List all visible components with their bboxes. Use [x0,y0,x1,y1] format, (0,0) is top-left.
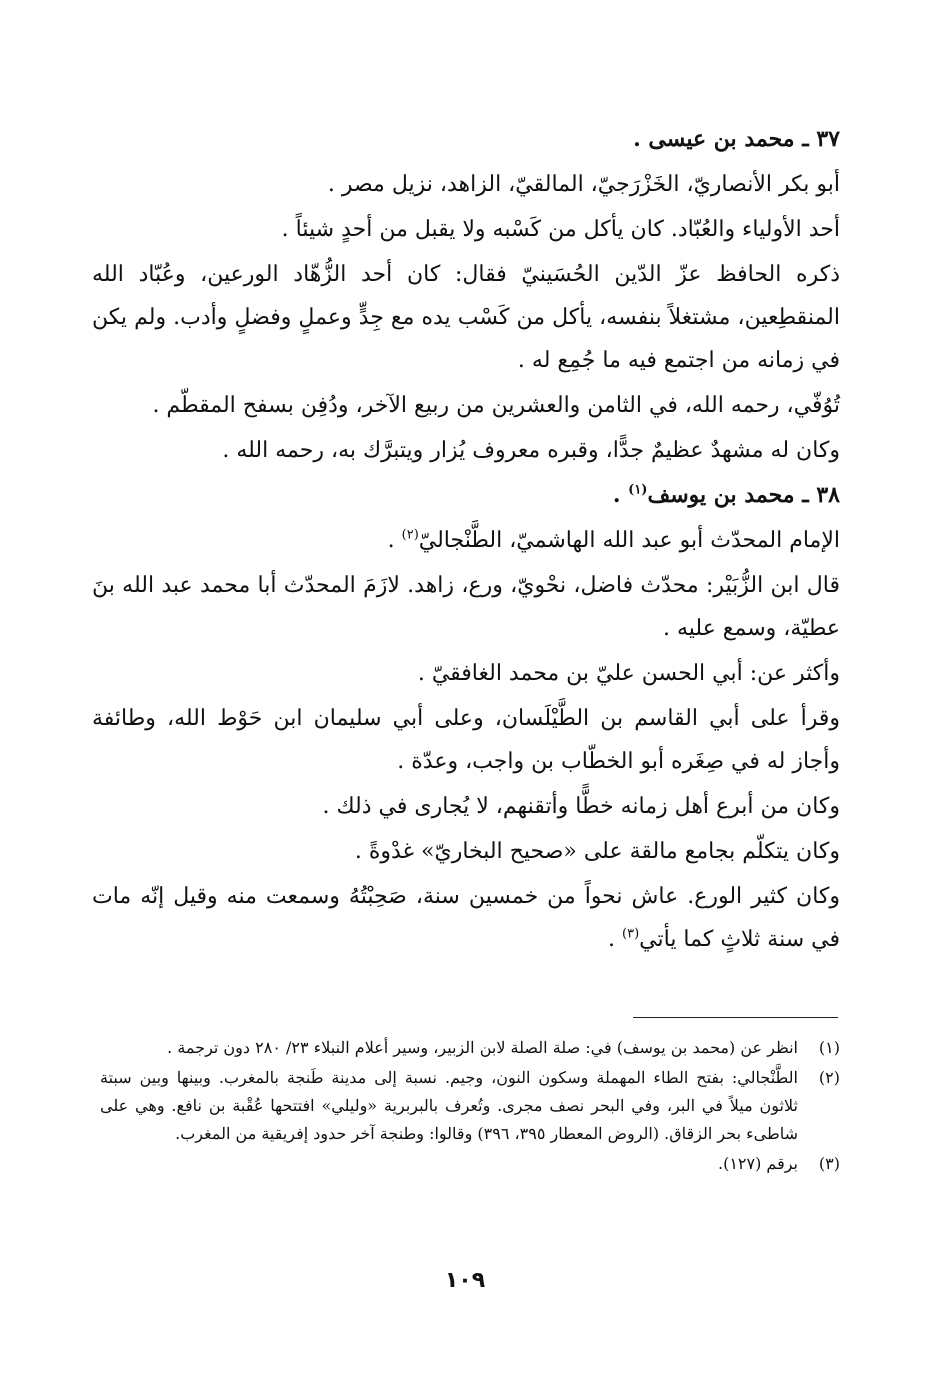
paragraph: وكان له مشهدٌ عظيمٌ جدًّا، وقبره معروف يُزار ويتبرَّك به، رحمه الله . [222,438,840,463]
paragraph: وأكثر عن: أبي الحسن عليّ بن محمد الغافقيّ . [417,661,840,686]
paragraph-text: الإمام المحدّث أبو عبد الله الهاشميّ، الطَّنْجاليّ [418,528,840,553]
footnote-ref-2: (٢) [401,527,419,543]
footnote-number: (٣) [818,1154,840,1173]
paragraph: ذكره الحافظ عزّ الدّين الحُسَينيّ فقال: كان أحد الزُّهّاد الورعين، وعُبّاد الله المنقطِعين، مشتغلاً بنفسه، يأكل من كَسْب يده مع جِدٍّ وعملٍ وفضلٍ وأدب. ولم يكن في زمانه من اجتمع فيه ما جُمِع له . [92,262,840,373]
page-number: ١٠٩ [444,1268,486,1293]
paragraph-end: . [387,528,402,553]
footnote-1 [100,1034,840,1062]
paragraph: وقرأ على أبي القاسم بن الطَّيْلَسان، وعلى أبي سليمان ابن حَوْط الله، وطائفة وأجاز له في صِغَره أبو الخطّاب بن واجب، وعدّة . [92,706,840,774]
footnote-ref-3: (٣) [622,926,640,942]
entry-heading-38-text: ٣٨ ـ محمد بن يوسف [647,482,840,508]
paragraph: قال ابن الزُّبَيْر: محدّث فاضل، نحْويّ، ورع، زاهد. لازَمَ المحدّث أبا محمد عبد الله بنَ عطيّة، وسمع عليه . [92,573,840,641]
footnote-number: (٢) [818,1068,840,1087]
entry-heading-38 [92,474,840,517]
footnotes [100,1034,840,1180]
footnote-text: الطَّنْجالي: بفتح الطاء المهملة وسكون النون، وجيم. نسبة إلى مدينة طَنجة بالمغرب. وبينها وبين سبتة ثلاثون ميلاً في البر، وفي البحر نصف مجرى. وتُعرف بالبربرية «وليلي» افتتحها عُقْبة بن نافع. وهي على شاطىء بحر الزقاق. (الروض المعطار ٣٩٥، ٣٩٦) وقالوا: وطنجة آخر حدود إفريقية من المغرب. [100,1068,798,1143]
paragraph [92,519,840,562]
paragraph-end: . [608,927,623,952]
main-text [92,118,840,963]
footnote-text: انظر عن (محمد بن يوسف) في: صلة الصلة لابن الزبير، وسير أعلام النبلاء ٢٣/ ٢٨٠ دون ترجمة . [167,1038,798,1057]
heading-end: . [612,482,629,508]
footnote-2 [100,1064,840,1148]
paragraph: وكان من أبرع أهل زمانه خطًّا وأتقنهم، لا يُجارى في ذلك . [322,794,840,819]
entry-heading-37 [92,118,840,161]
paragraph: وكان يتكلّم بجامع مالقة على «صحيح البخاريّ» غدْوةً . [354,839,840,864]
entry-heading-37-text: ٣٧ ـ محمد بن عيسى . [633,126,840,152]
paragraph-text: وكان كثير الورع. عاش نحواً من خمسين سنة، صَحِبْتُهُ وسمعت منه وقيل إنّه مات في سنة ثلاثٍ كما يأتي [92,884,840,952]
paragraph: تُوُفّي، رحمه الله، في الثامن والعشرين من ربيع الآخر، ودُفِن بسفح المقطّم . [152,393,840,418]
footnote-number: (١) [818,1038,840,1057]
footnote-ref-1: (١) [628,482,648,498]
footnote-3 [100,1150,840,1178]
footnote-divider [633,1017,838,1018]
paragraph [92,875,840,961]
footnote-text: برقم (١٢٧). [717,1154,798,1173]
paragraph: أبو بكر الأنصاريّ، الخَزْرَجيّ، المالقيّ، الزاهد، نزيل مصر . [327,172,840,197]
paragraph: أحد الأولياء والعُبّاد. كان يأكل من كَسْبه ولا يقبل من أحدٍ شيئاً . [281,217,840,242]
